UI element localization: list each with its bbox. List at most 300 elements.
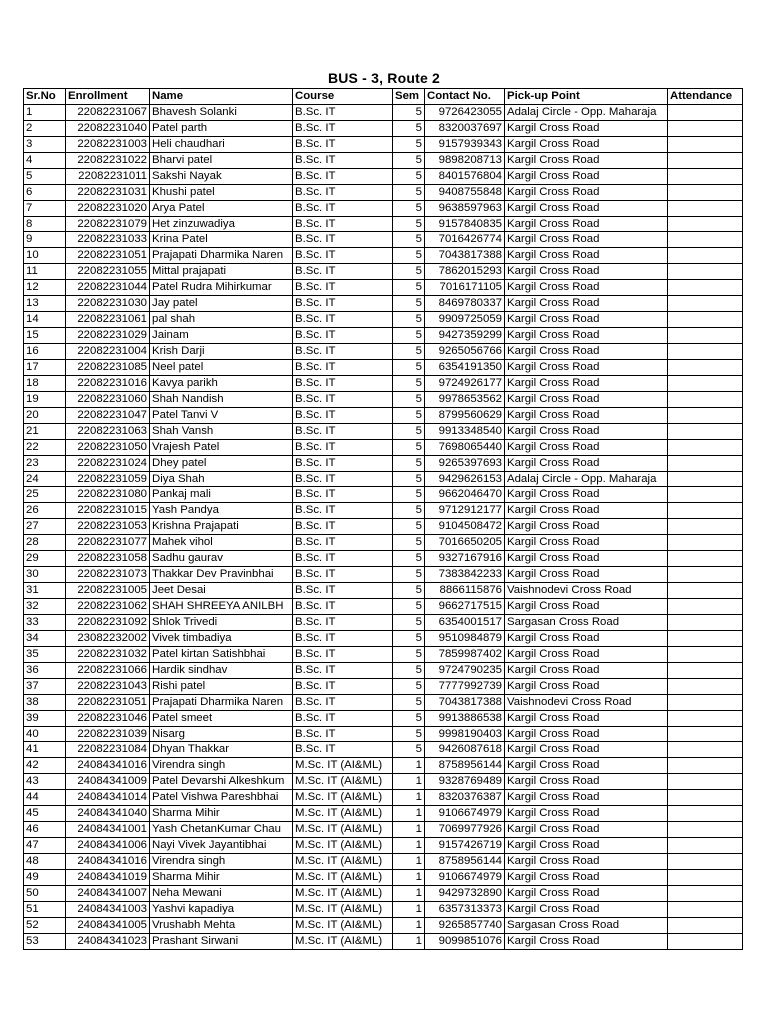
cell-contact: 7043817388: [425, 248, 505, 264]
cell-course: M.Sc. IT (AI&ML): [293, 806, 393, 822]
cell-pickup: Kargil Cross Road: [505, 742, 668, 758]
cell-enrollment: 22082231084: [66, 742, 150, 758]
table-row: [24, 216, 743, 232]
cell-pickup: Kargil Cross Road: [505, 391, 668, 407]
cell-attendance: [668, 567, 743, 583]
cell-srno: 10: [24, 248, 66, 264]
cell-enrollment: 22082231043: [66, 678, 150, 694]
cell-contact: 8401576804: [425, 168, 505, 184]
cell-course: B.Sc. IT: [293, 439, 393, 455]
table-row: [24, 869, 743, 885]
cell-sem: 5: [393, 312, 425, 328]
cell-pickup: Kargil Cross Road: [505, 136, 668, 152]
header-enrollment: Enrollment: [66, 89, 150, 105]
cell-enrollment: 22082231040: [66, 120, 150, 136]
cell-course: M.Sc. IT (AI&ML): [293, 838, 393, 854]
cell-sem: 5: [393, 487, 425, 503]
cell-name: Vrushabh Mehta: [150, 917, 293, 933]
table-row: [24, 359, 743, 375]
cell-pickup: Vaishnodevi Cross Road: [505, 694, 668, 710]
cell-name: Nisarg: [150, 726, 293, 742]
cell-enrollment: 22082231077: [66, 535, 150, 551]
cell-course: M.Sc. IT (AI&ML): [293, 774, 393, 790]
cell-srno: 32: [24, 599, 66, 615]
cell-course: B.Sc. IT: [293, 551, 393, 567]
cell-course: B.Sc. IT: [293, 375, 393, 391]
cell-enrollment: 22082231046: [66, 710, 150, 726]
header-pickup: Pick-up Point: [505, 89, 668, 105]
cell-course: B.Sc. IT: [293, 136, 393, 152]
header-srno: Sr.No: [24, 89, 66, 105]
cell-contact: 8758956144: [425, 758, 505, 774]
cell-sem: 5: [393, 168, 425, 184]
cell-pickup: Kargil Cross Road: [505, 551, 668, 567]
cell-sem: 5: [393, 152, 425, 168]
cell-srno: 24: [24, 471, 66, 487]
cell-sem: 5: [393, 646, 425, 662]
cell-pickup: Kargil Cross Road: [505, 152, 668, 168]
cell-contact: 9106674979: [425, 806, 505, 822]
cell-srno: 14: [24, 312, 66, 328]
cell-contact: 7016426774: [425, 232, 505, 248]
cell-attendance: [668, 232, 743, 248]
cell-pickup: Kargil Cross Road: [505, 726, 668, 742]
cell-srno: 19: [24, 391, 66, 407]
table-row: [24, 264, 743, 280]
cell-name: Bharvi patel: [150, 152, 293, 168]
table-row: [24, 535, 743, 551]
cell-course: B.Sc. IT: [293, 646, 393, 662]
cell-contact: 9265857740: [425, 917, 505, 933]
cell-course: B.Sc. IT: [293, 216, 393, 232]
cell-enrollment: 22082231061: [66, 312, 150, 328]
cell-srno: 38: [24, 694, 66, 710]
cell-srno: 25: [24, 487, 66, 503]
cell-attendance: [668, 885, 743, 901]
cell-contact: 7069977926: [425, 822, 505, 838]
cell-contact: 8866115876: [425, 583, 505, 599]
cell-srno: 50: [24, 885, 66, 901]
cell-srno: 3: [24, 136, 66, 152]
cell-enrollment: 22082231080: [66, 487, 150, 503]
cell-enrollment: 22082231033: [66, 232, 150, 248]
cell-attendance: [668, 248, 743, 264]
cell-course: B.Sc. IT: [293, 264, 393, 280]
cell-pickup: Kargil Cross Road: [505, 869, 668, 885]
cell-course: B.Sc. IT: [293, 152, 393, 168]
cell-attendance: [668, 455, 743, 471]
cell-enrollment: 22082231050: [66, 439, 150, 455]
table-row: [24, 200, 743, 216]
cell-srno: 22: [24, 439, 66, 455]
cell-name: Patel Rudra Mihirkumar: [150, 280, 293, 296]
cell-srno: 18: [24, 375, 66, 391]
cell-enrollment: 24084341003: [66, 901, 150, 917]
cell-attendance: [668, 758, 743, 774]
cell-contact: 7862015293: [425, 264, 505, 280]
cell-enrollment: 22082231066: [66, 662, 150, 678]
cell-name: Dhyan Thakkar: [150, 742, 293, 758]
cell-sem: 5: [393, 184, 425, 200]
cell-attendance: [668, 742, 743, 758]
table-row: [24, 726, 743, 742]
cell-attendance: [668, 312, 743, 328]
cell-pickup: Kargil Cross Road: [505, 678, 668, 694]
cell-srno: 11: [24, 264, 66, 280]
cell-sem: 1: [393, 758, 425, 774]
cell-srno: 21: [24, 423, 66, 439]
cell-pickup: Kargil Cross Road: [505, 120, 668, 136]
cell-name: pal shah: [150, 312, 293, 328]
cell-name: Bhavesh Solanki: [150, 104, 293, 120]
cell-contact: 9265056766: [425, 344, 505, 360]
cell-attendance: [668, 678, 743, 694]
cell-enrollment: 22082231063: [66, 423, 150, 439]
cell-attendance: [668, 646, 743, 662]
table-row: [24, 838, 743, 854]
cell-name: Yashvi kapadiya: [150, 901, 293, 917]
cell-contact: 9978653562: [425, 391, 505, 407]
cell-attendance: [668, 806, 743, 822]
cell-attendance: [668, 838, 743, 854]
cell-sem: 1: [393, 933, 425, 949]
cell-sem: 1: [393, 885, 425, 901]
cell-pickup: Kargil Cross Road: [505, 933, 668, 949]
cell-attendance: [668, 503, 743, 519]
cell-sem: 5: [393, 551, 425, 567]
cell-enrollment: 22082231058: [66, 551, 150, 567]
cell-course: B.Sc. IT: [293, 678, 393, 694]
table-row: [24, 391, 743, 407]
cell-sem: 5: [393, 344, 425, 360]
table-row: [24, 136, 743, 152]
cell-sem: 5: [393, 583, 425, 599]
cell-pickup: Kargil Cross Road: [505, 806, 668, 822]
cell-name: Shlok Trivedi: [150, 614, 293, 630]
cell-contact: 8469780337: [425, 296, 505, 312]
cell-enrollment: 22082231055: [66, 264, 150, 280]
table-row: [24, 933, 743, 949]
cell-contact: 9726423055: [425, 104, 505, 120]
cell-srno: 6: [24, 184, 66, 200]
cell-name: Khushi patel: [150, 184, 293, 200]
cell-contact: 9510984879: [425, 630, 505, 646]
cell-course: B.Sc. IT: [293, 104, 393, 120]
cell-name: Mittal prajapati: [150, 264, 293, 280]
cell-name: Arya Patel: [150, 200, 293, 216]
table-row: [24, 614, 743, 630]
cell-pickup: Kargil Cross Road: [505, 280, 668, 296]
cell-name: Rishi patel: [150, 678, 293, 694]
cell-enrollment: 22082231003: [66, 136, 150, 152]
cell-attendance: [668, 630, 743, 646]
cell-contact: 9724926177: [425, 375, 505, 391]
cell-course: B.Sc. IT: [293, 168, 393, 184]
table-row: [24, 471, 743, 487]
cell-enrollment: 22082231085: [66, 359, 150, 375]
cell-course: B.Sc. IT: [293, 471, 393, 487]
cell-attendance: [668, 328, 743, 344]
table-row: [24, 917, 743, 933]
cell-name: Sadhu gaurav: [150, 551, 293, 567]
cell-course: B.Sc. IT: [293, 423, 393, 439]
cell-sem: 5: [393, 296, 425, 312]
cell-attendance: [668, 901, 743, 917]
cell-sem: 5: [393, 726, 425, 742]
cell-course: B.Sc. IT: [293, 630, 393, 646]
cell-contact: 9157840835: [425, 216, 505, 232]
cell-name: Hardik sindhav: [150, 662, 293, 678]
table-row: [24, 901, 743, 917]
table-row: [24, 567, 743, 583]
cell-sem: 5: [393, 694, 425, 710]
cell-srno: 41: [24, 742, 66, 758]
cell-srno: 33: [24, 614, 66, 630]
table-row: [24, 790, 743, 806]
cell-attendance: [668, 344, 743, 360]
cell-attendance: [668, 471, 743, 487]
cell-name: Kavya parikh: [150, 375, 293, 391]
cell-sem: 1: [393, 869, 425, 885]
cell-attendance: [668, 535, 743, 551]
cell-srno: 47: [24, 838, 66, 854]
table-row: [24, 328, 743, 344]
cell-sem: 5: [393, 614, 425, 630]
cell-attendance: [668, 854, 743, 870]
header-sem: Sem: [393, 89, 425, 105]
cell-attendance: [668, 599, 743, 615]
cell-sem: 1: [393, 838, 425, 854]
cell-sem: 5: [393, 136, 425, 152]
cell-attendance: [668, 407, 743, 423]
cell-srno: 36: [24, 662, 66, 678]
table-row: [24, 248, 743, 264]
cell-pickup: Kargil Cross Road: [505, 519, 668, 535]
cell-name: Jeet Desai: [150, 583, 293, 599]
cell-pickup: Kargil Cross Road: [505, 264, 668, 280]
cell-pickup: Kargil Cross Road: [505, 901, 668, 917]
cell-pickup: Kargil Cross Road: [505, 423, 668, 439]
cell-pickup: Kargil Cross Road: [505, 312, 668, 328]
table-row: [24, 742, 743, 758]
cell-srno: 9: [24, 232, 66, 248]
cell-course: B.Sc. IT: [293, 312, 393, 328]
cell-contact: 9913886538: [425, 710, 505, 726]
cell-pickup: Kargil Cross Road: [505, 662, 668, 678]
table-row: [24, 487, 743, 503]
cell-pickup: Kargil Cross Road: [505, 455, 668, 471]
cell-contact: 9913348540: [425, 423, 505, 439]
cell-srno: 45: [24, 806, 66, 822]
cell-name: Neel patel: [150, 359, 293, 375]
cell-enrollment: 24084341019: [66, 869, 150, 885]
cell-srno: 51: [24, 901, 66, 917]
cell-contact: 9408755848: [425, 184, 505, 200]
cell-contact: 9429626153: [425, 471, 505, 487]
cell-name: SHAH SHREEYA ANILBH: [150, 599, 293, 615]
table-row: [24, 646, 743, 662]
cell-name: Patel Devarshi Alkeshkum: [150, 774, 293, 790]
cell-enrollment: 24084341023: [66, 933, 150, 949]
cell-course: B.Sc. IT: [293, 407, 393, 423]
cell-pickup: Kargil Cross Road: [505, 328, 668, 344]
cell-sem: 5: [393, 742, 425, 758]
cell-name: Virendra singh: [150, 854, 293, 870]
cell-enrollment: 22082231092: [66, 614, 150, 630]
cell-course: B.Sc. IT: [293, 344, 393, 360]
cell-contact: 6354191350: [425, 359, 505, 375]
table-row: [24, 503, 743, 519]
cell-contact: 9328769489: [425, 774, 505, 790]
cell-name: Shah Nandish: [150, 391, 293, 407]
cell-pickup: Kargil Cross Road: [505, 503, 668, 519]
cell-sem: 5: [393, 678, 425, 694]
table-row: [24, 423, 743, 439]
cell-enrollment: 22082231044: [66, 280, 150, 296]
cell-attendance: [668, 917, 743, 933]
cell-srno: 35: [24, 646, 66, 662]
cell-srno: 27: [24, 519, 66, 535]
cell-pickup: Kargil Cross Road: [505, 248, 668, 264]
cell-enrollment: 22082231024: [66, 455, 150, 471]
cell-pickup: Kargil Cross Road: [505, 487, 668, 503]
cell-name: Mahek vihol: [150, 535, 293, 551]
table-row: [24, 168, 743, 184]
cell-name: Sharma Mihir: [150, 806, 293, 822]
cell-enrollment: 22082231011: [66, 168, 150, 184]
cell-sem: 5: [393, 662, 425, 678]
cell-sem: 5: [393, 375, 425, 391]
cell-pickup: Adalaj Circle - Opp. Maharaja: [505, 471, 668, 487]
cell-srno: 43: [24, 774, 66, 790]
cell-enrollment: 22082231060: [66, 391, 150, 407]
cell-srno: 4: [24, 152, 66, 168]
cell-srno: 2: [24, 120, 66, 136]
table-row: [24, 439, 743, 455]
cell-pickup: Adalaj Circle - Opp. Maharaja: [505, 104, 668, 120]
cell-attendance: [668, 264, 743, 280]
cell-contact: 9426087618: [425, 742, 505, 758]
cell-enrollment: 22082231051: [66, 694, 150, 710]
cell-srno: 53: [24, 933, 66, 949]
table-row: [24, 120, 743, 136]
cell-sem: 5: [393, 200, 425, 216]
cell-srno: 31: [24, 583, 66, 599]
cell-course: B.Sc. IT: [293, 583, 393, 599]
cell-srno: 5: [24, 168, 66, 184]
header-contact: Contact No.: [425, 89, 505, 105]
cell-contact: 9104508472: [425, 519, 505, 535]
cell-pickup: Kargil Cross Road: [505, 774, 668, 790]
cell-enrollment: 22082231062: [66, 599, 150, 615]
cell-attendance: [668, 104, 743, 120]
cell-srno: 40: [24, 726, 66, 742]
table-row: [24, 774, 743, 790]
cell-course: B.Sc. IT: [293, 200, 393, 216]
cell-srno: 52: [24, 917, 66, 933]
table-row: [24, 662, 743, 678]
cell-srno: 26: [24, 503, 66, 519]
cell-pickup: Kargil Cross Road: [505, 439, 668, 455]
cell-contact: 8320037697: [425, 120, 505, 136]
table-row: [24, 152, 743, 168]
cell-course: B.Sc. IT: [293, 184, 393, 200]
cell-srno: 30: [24, 567, 66, 583]
cell-name: Het zinzuwadiya: [150, 216, 293, 232]
cell-contact: 9724790235: [425, 662, 505, 678]
cell-pickup: Kargil Cross Road: [505, 854, 668, 870]
cell-attendance: [668, 822, 743, 838]
cell-sem: 1: [393, 790, 425, 806]
cell-sem: 5: [393, 455, 425, 471]
cell-contact: 9427359299: [425, 328, 505, 344]
cell-course: B.Sc. IT: [293, 599, 393, 615]
table-row: [24, 710, 743, 726]
cell-enrollment: 22082231059: [66, 471, 150, 487]
cell-sem: 5: [393, 439, 425, 455]
table-row: [24, 885, 743, 901]
cell-contact: 7859987402: [425, 646, 505, 662]
cell-enrollment: 22082231022: [66, 152, 150, 168]
cell-sem: 5: [393, 264, 425, 280]
cell-name: Yash ChetanKumar Chau: [150, 822, 293, 838]
cell-srno: 8: [24, 216, 66, 232]
table-row: [24, 854, 743, 870]
cell-sem: 1: [393, 901, 425, 917]
cell-pickup: Kargil Cross Road: [505, 535, 668, 551]
cell-name: Patel kirtan Satishbhai: [150, 646, 293, 662]
table-row: [24, 296, 743, 312]
cell-attendance: [668, 359, 743, 375]
cell-name: Patel smeet: [150, 710, 293, 726]
cell-contact: 7383842233: [425, 567, 505, 583]
cell-pickup: Kargil Cross Road: [505, 344, 668, 360]
cell-course: M.Sc. IT (AI&ML): [293, 869, 393, 885]
cell-enrollment: 22082231067: [66, 104, 150, 120]
cell-contact: 8320376387: [425, 790, 505, 806]
document-title: BUS - 3, Route 2: [327, 70, 441, 86]
cell-enrollment: 22082231051: [66, 248, 150, 264]
cell-pickup: Kargil Cross Road: [505, 296, 668, 312]
table-row: [24, 694, 743, 710]
cell-sem: 5: [393, 471, 425, 487]
cell-attendance: [668, 120, 743, 136]
cell-pickup: Kargil Cross Road: [505, 710, 668, 726]
cell-name: Patel Vishwa Pareshbhai: [150, 790, 293, 806]
cell-attendance: [668, 551, 743, 567]
cell-pickup: Kargil Cross Road: [505, 630, 668, 646]
cell-enrollment: 22082231016: [66, 375, 150, 391]
cell-contact: 9909725059: [425, 312, 505, 328]
cell-enrollment: 24084341006: [66, 838, 150, 854]
cell-course: B.Sc. IT: [293, 359, 393, 375]
cell-enrollment: 24084341001: [66, 822, 150, 838]
cell-enrollment: 24084341016: [66, 758, 150, 774]
table-row: [24, 630, 743, 646]
cell-course: B.Sc. IT: [293, 232, 393, 248]
cell-sem: 1: [393, 774, 425, 790]
cell-course: B.Sc. IT: [293, 328, 393, 344]
cell-sem: 5: [393, 567, 425, 583]
cell-contact: 9157939343: [425, 136, 505, 152]
cell-name: Jainam: [150, 328, 293, 344]
table-row: [24, 184, 743, 200]
cell-course: B.Sc. IT: [293, 487, 393, 503]
cell-name: Vrajesh Patel: [150, 439, 293, 455]
cell-enrollment: 22082231073: [66, 567, 150, 583]
cell-srno: 39: [24, 710, 66, 726]
cell-enrollment: 22082231047: [66, 407, 150, 423]
